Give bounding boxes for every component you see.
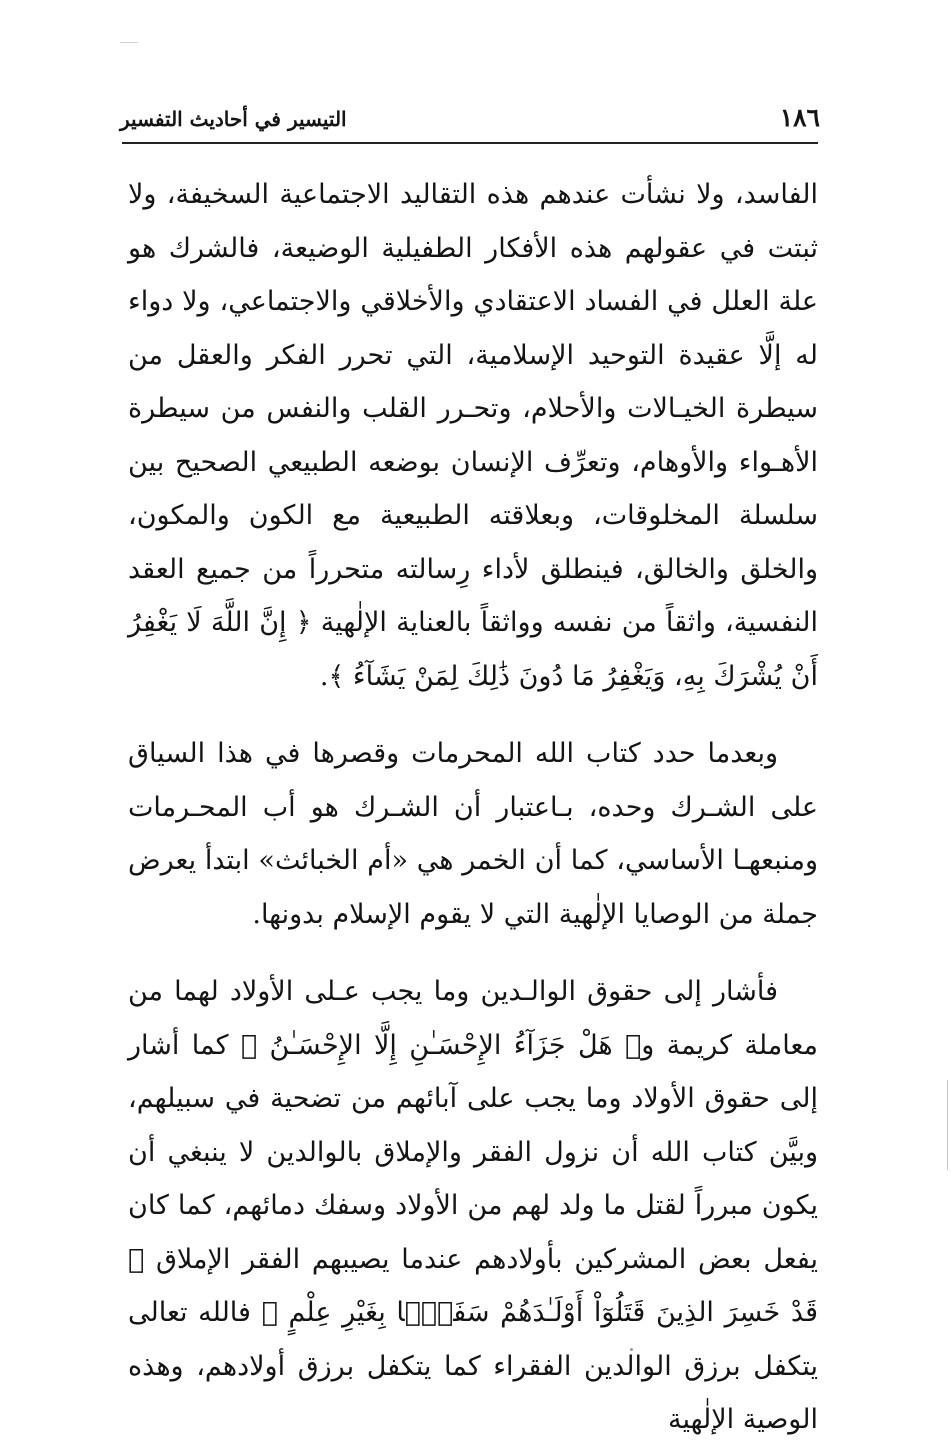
paragraph-1: الفاسد، ولا نشأت عندهم هذه التقاليد الاجتماعية السخيفة، ولا ثبتت في عقولهم هذه الأفكار الطفيلية الوضيعة، فالشرك هو علة العلل في الفساد الاعتقادي والأخلاقي والاجتماعي، ولا دواء له إلَّا عقيدة التوحيد الإسلامية، التي تحرر الفكر والعقل من سيطرة الخيـالات والأحلام، وتحـرر القلب والنفس من سيطرة الأهـواء والأوهام، وتعرِّف الإنسان بوضعه الطبيعي الصحيح بين سلسلة المخلوقات، وبعلاقته الطبيعية مع الكون والمكون، والخلق والخالق، فينطلق لأداء رِسالته متحرراً من جميع العقد النفسية، واثقاً من نفسه وواثقاً بالعناية الإلٰهية ﴿ إِنَّ اللَّهَ لَا يَغْفِرُ أَنْ يُشْرَكَ بِهِ، وَيَغْفِرُ مَا دُونَ ذَٰلِكَ لِمَنْ يَشَآءُ ﴾. [128,179,818,692]
running-title: التيسير في أحاديث التفسير [120,107,347,131]
scan-mark [120,42,138,43]
running-head [120,100,820,140]
page-number: ١٨٦ [779,103,820,132]
paragraph-2: وبعدما حدد كتاب الله المحرمات وقصرها في هذا السياق على الشـرك وحده، بـاعتبار أن الشـرك هو أب المحـرمات ومنبعهـا الأساسي، كما أن الخمر هي «أم الخبائث» ابتدأ يعرض جملة من الوصايا الإلٰهية التي لا يقوم الإسلام بدونها. [128,738,818,930]
paragraph-3: فأشار إلى حقوق الوالـدين وما يجب عـلى الأولاد لهما من معاملة كريمة و﴿ هَلْ جَزَآءُ الإِحْسَـٰنِ إِلَّا الإِحْسَـٰنُ ﴾ كما أشار إلى حقوق الأولاد وما يجب على آبائهم من تضحية في سبيلهم، وبيَّن كتاب الله أن نزول الفقر والإملاق بالوالدين لا ينبغي أن يكون مبرراً لقتل ما ولد لهم من الأولاد وسفك دمائهم، كما كان يفعل بعض المشركين بأولادهم عندما يصيبهم الفقر الإملاق ﴿ قَدْ خَسِرَ الذِينَ قَتَلُوٓاْ أَوْلَـٰدَهُمْ سَفَهًۢا بِغَيْرِ عِلْمٍ ﴾ فالله تعالى يتكفل برزق الوالدين الفقراء كما يتكفل برزق أولادهم، وهذه الوصية الإلٰهية [128,976,818,1435]
body-text [128,168,818,1447]
scan-edge-mark [947,1080,948,1170]
scan-speck [630,1348,633,1351]
header-rule [122,142,818,144]
